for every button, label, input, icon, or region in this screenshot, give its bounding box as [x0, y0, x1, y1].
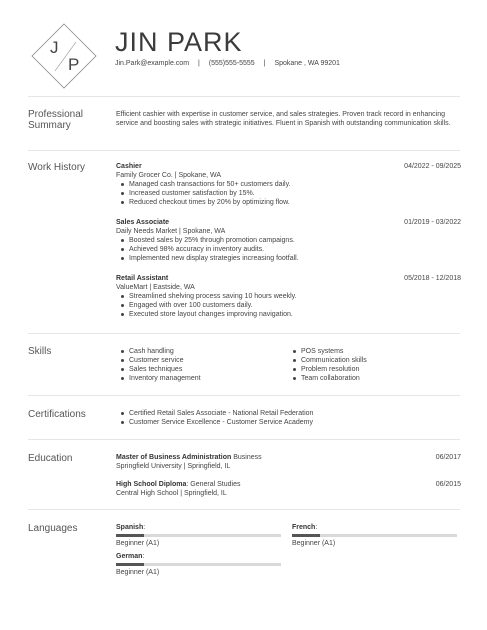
- proficiency-fill: [116, 563, 144, 566]
- education-entry: [116, 453, 461, 471]
- education-entry: [116, 480, 461, 498]
- section-divider: [28, 333, 460, 334]
- school: Central High School | Springfield, IL: [116, 490, 227, 497]
- language-entry: French: Beginner (A1): [292, 523, 457, 548]
- certification-item: Customer Service Excellence - Customer Service Academy: [116, 418, 461, 427]
- languages-heading: Languages: [28, 523, 78, 534]
- job-bullet: Managed cash transactions for 50+ customers daily.: [116, 180, 461, 189]
- language-entry: German: Beginner (A1): [116, 552, 281, 577]
- monogram: [31, 23, 97, 89]
- job-title: Retail Assistant: [116, 275, 169, 282]
- job-bullet: Executed store layout changes improving navigation.: [116, 310, 461, 319]
- contact-line: [115, 60, 340, 67]
- proficiency-bar: [116, 563, 281, 566]
- education-date: 06/2017: [435, 454, 461, 461]
- job-bullet: Engaged with over 100 customers daily.: [116, 301, 461, 310]
- location: Spokane , WA 99201: [274, 60, 340, 67]
- job-bullet: Streamlined shelving process saving 10 hours weekly.: [116, 292, 461, 301]
- education-date: 06/2015: [435, 481, 461, 488]
- section-divider: [28, 150, 460, 151]
- language-name: German: [116, 553, 143, 560]
- job-entry: [116, 218, 461, 263]
- degree: Master of Business Administration: [116, 454, 232, 461]
- job-company: Daily Needs Market | Spokane, WA: [116, 228, 226, 235]
- skill-item: Problem resolution: [288, 365, 448, 374]
- job-bullet: Boosted sales by 25% through promotion campaigns.: [116, 236, 461, 245]
- language-name: Spanish: [116, 524, 144, 531]
- proficiency-fill: [116, 534, 144, 537]
- candidate-name: JIN PARK: [115, 27, 243, 57]
- language-level: Beginner (A1): [116, 569, 160, 576]
- language-entry: Spanish: Beginner (A1): [116, 523, 281, 548]
- job-bullet: Increased customer satisfaction by 15%.: [116, 189, 461, 198]
- job-company: Family Grocer Co. | Spokane, WA: [116, 172, 222, 179]
- education-heading: Education: [28, 453, 73, 464]
- skill-item: Customer service: [116, 356, 276, 365]
- job-dates: 05/2018 - 12/2018: [404, 275, 461, 282]
- work-history-heading: Work History: [28, 162, 86, 173]
- job-bullet: Reduced checkout times by 20% by optimizing flow.: [116, 198, 461, 207]
- job-dates: 04/2022 - 09/2025: [404, 163, 461, 170]
- section-divider: [28, 509, 460, 510]
- skills-heading: Skills: [28, 346, 52, 357]
- section-divider: [28, 96, 460, 97]
- job-bullet: Implemented new display strategies increasing footfall.: [116, 254, 461, 263]
- certifications-list: [116, 409, 461, 427]
- contact-separator: |: [263, 60, 266, 67]
- job-company: ValueMart | Eastside, WA: [116, 284, 195, 291]
- skill-item: Sales techniques: [116, 365, 276, 374]
- summary-heading-line1: Professional: [28, 109, 84, 120]
- degree: High School Diploma: [116, 481, 187, 488]
- job-entry: [116, 162, 461, 207]
- proficiency-bar: [292, 534, 457, 537]
- language-name: French: [292, 524, 316, 531]
- certifications-heading: Certifications: [28, 409, 86, 420]
- proficiency-fill: [292, 534, 320, 537]
- certification-item: Certified Retail Sales Associate - National Retail Federation: [116, 409, 461, 418]
- phone: (555)555-5555: [208, 60, 255, 67]
- skills-list-left: [116, 347, 276, 383]
- job-title: Sales Associate: [116, 219, 170, 226]
- monogram-diamond-icon: [31, 23, 97, 89]
- job-bullet: Achieved 98% accuracy in inventory audits.: [116, 245, 461, 254]
- summary-text: Efficient cashier with expertise in customer service, and sales strategies. Proven track record in enhancing service and boosting sales with strategic initiatives. Fluent in Spanish with outstanding communication skills.: [116, 111, 451, 127]
- degree-field: : General Studies: [186, 481, 241, 488]
- monogram-last-initial: P: [68, 55, 80, 74]
- section-divider: [28, 395, 460, 396]
- proficiency-bar: [116, 534, 281, 537]
- email: Jin.Park@example.com: [115, 60, 190, 67]
- job-entry: [116, 274, 461, 319]
- skill-item: Team collaboration: [288, 374, 448, 383]
- job-dates: 01/2019 - 03/2022: [404, 219, 461, 226]
- section-divider: [28, 439, 460, 440]
- job-title: Cashier: [116, 163, 142, 170]
- contact-separator: |: [197, 60, 200, 67]
- language-level: Beginner (A1): [116, 540, 160, 547]
- summary-heading: [28, 109, 83, 131]
- language-level: Beginner (A1): [292, 540, 336, 547]
- degree-field: Business: [231, 454, 262, 461]
- school: Springfield University | Springfield, IL: [116, 463, 231, 470]
- summary-heading-line2: Summary: [28, 120, 71, 131]
- monogram-first-initial: J: [50, 38, 59, 57]
- skill-item: Inventory management: [116, 374, 276, 383]
- skill-item: Cash handling: [116, 347, 276, 356]
- skills-list-right: [288, 347, 448, 383]
- skill-item: POS systems: [288, 347, 448, 356]
- skill-item: Communication skills: [288, 356, 448, 365]
